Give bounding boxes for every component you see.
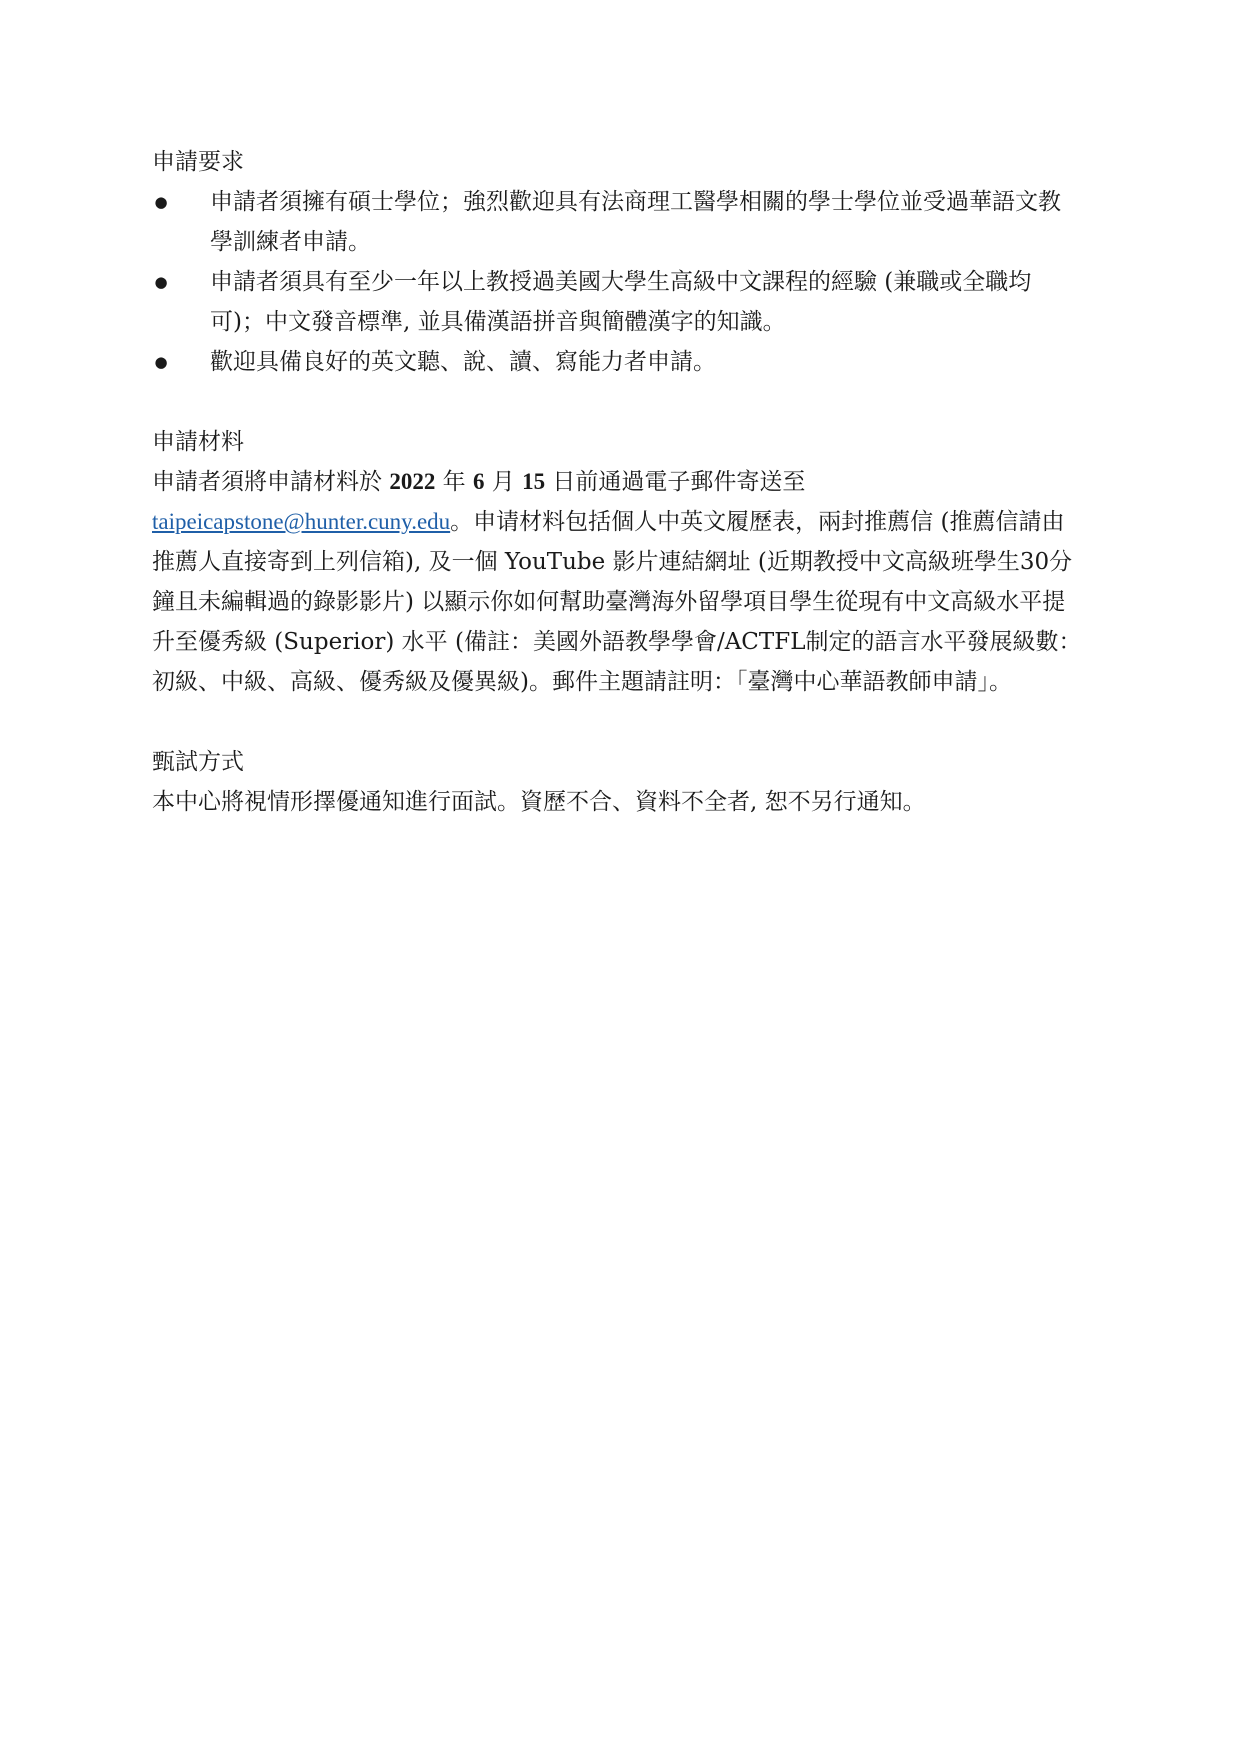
bullet-icon: ● <box>154 193 168 211</box>
section-spacer <box>152 702 1082 742</box>
materials-body: 。申请材料包括個人中英文履歷表，兩封推薦信 (推薦信請由推薦人直接寄到上列信箱), 及一個 YouTube 影片連結網址 (近期教授中文高級班學生30分鐘且未編輯過的錄影影片) 以顯示你如何幫助臺灣海外留學項目學生從現有中文高級水平提升至優秀級 (Superior) 水平 (備註：美國外語教學學會/ACTFL制定的語言水平發展級數：初級、中級、高級、優秀級及優異級)。郵件主題請註明：「臺灣中心華語教師申請」。 <box>152 509 1082 695</box>
materials-paragraph <box>152 462 1082 702</box>
document-page <box>152 142 1082 822</box>
email-link[interactable]: taipeicapstone@hunter.cuny.edu <box>152 509 451 534</box>
requirement-text: 申請者須具有至少一年以上教授過美國大學生高級中文課程的經驗 (兼職或全職均可)；中文發音標準, 並具備漢語拼音與簡體漢字的知識。 <box>210 269 1032 335</box>
requirements-list <box>152 182 1082 382</box>
materials-intro-prefix: 申請者須將申請材料於 <box>152 469 390 495</box>
materials-heading: 申請材料 <box>152 429 244 455</box>
requirement-text: 申請者須擁有碩士學位；強烈歡迎具有法商理工醫學相關的學士學位並受過華語文教學訓練者申請。 <box>210 189 1061 255</box>
deadline-month-unit: 月 <box>484 469 523 495</box>
section-spacer <box>152 382 1082 422</box>
list-item <box>152 342 1082 382</box>
requirement-text: 歡迎具備良好的英文聽、說、讀、寫能力者申請。 <box>210 349 716 375</box>
list-item <box>152 182 1082 262</box>
deadline-month: 6 <box>472 469 485 494</box>
bullet-icon: ● <box>154 353 168 371</box>
deadline-year-unit: 年 <box>435 469 473 495</box>
requirements-heading: 申請要求 <box>152 149 244 175</box>
deadline-year: 2022 <box>389 469 436 494</box>
materials-intro-suffix: 日前通過電子郵件寄送至 <box>545 469 806 495</box>
selection-heading: 甄試方式 <box>152 749 244 775</box>
deadline-day: 15 <box>522 469 546 494</box>
list-item <box>152 262 1082 342</box>
bullet-icon: ● <box>154 273 168 291</box>
selection-paragraph: 本中心將視情形擇優通知進行面試。資歷不合、資料不全者, 恕不另行通知。 <box>152 789 926 815</box>
